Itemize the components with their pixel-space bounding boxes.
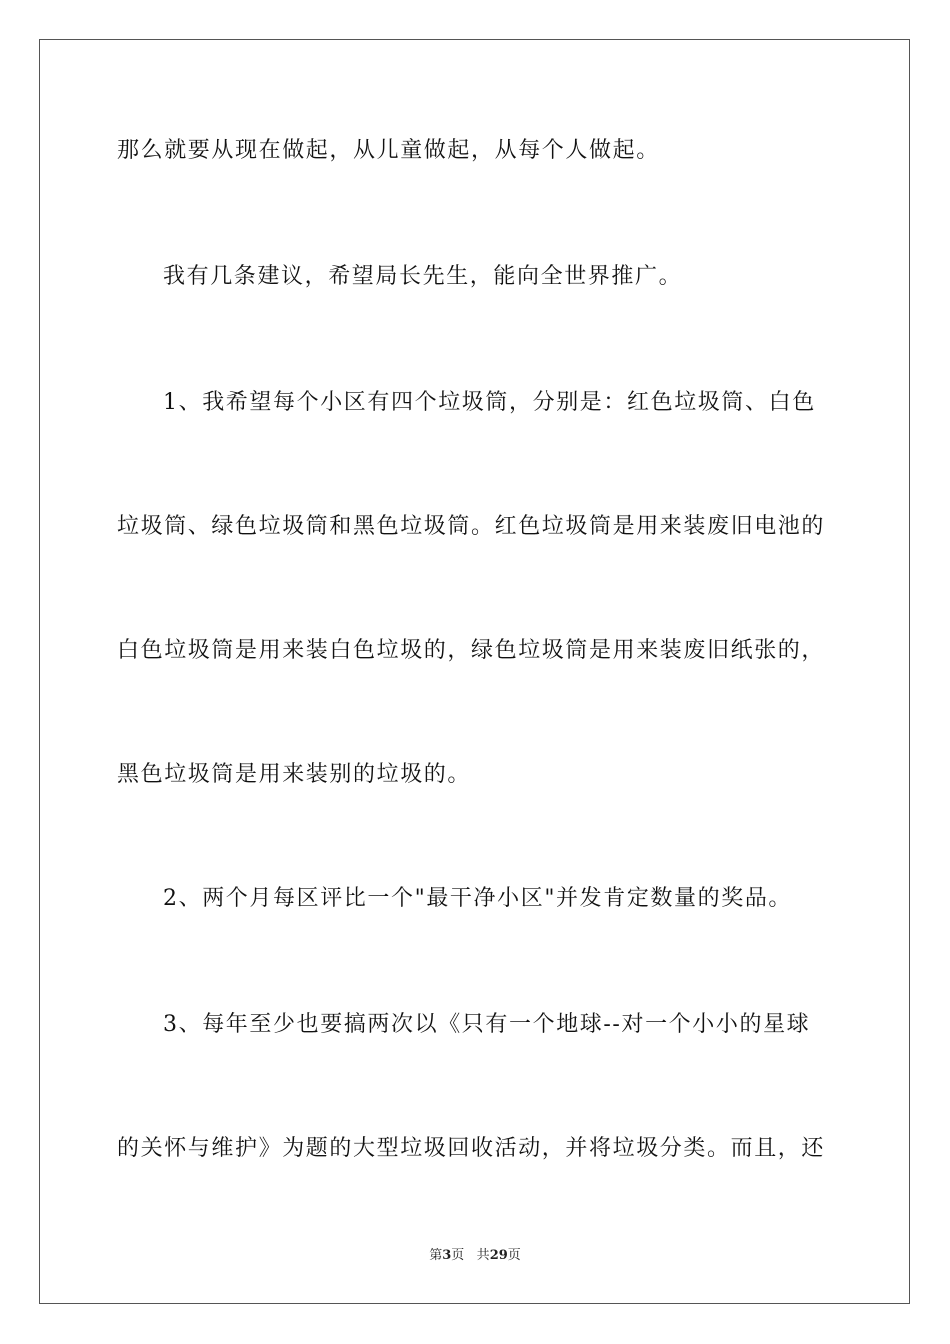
- footer-total-prefix: 共: [476, 1248, 490, 1263]
- footer-page-suffix: 页: [451, 1248, 465, 1263]
- text-line-9: 的关怀与维护》为题的大型垃圾回收活动，并将垃圾分类。而且，还: [117, 1136, 826, 1161]
- footer-page-number: 3: [442, 1248, 452, 1263]
- footer-total-suffix: 页: [507, 1248, 521, 1263]
- footer-total-pages: 29: [489, 1248, 508, 1263]
- text-line-1: 那么就要从现在做起，从儿童做起，从每个人做起。: [117, 138, 660, 163]
- text-line-3: 1、我希望每个小区有四个垃圾筒，分别是：红色垃圾筒、白色: [163, 390, 816, 415]
- text-line-6: 黑色垃圾筒是用来装别的垃圾的。: [117, 762, 472, 787]
- page-footer: [0, 1247, 950, 1265]
- page-border: [39, 39, 910, 1304]
- text-line-7: 2、两个月每区评比一个"最干净小区"并发肯定数量的奖品。: [163, 886, 793, 911]
- text-line-8: 3、每年至少也要搞两次以《只有一个地球--对一个小小的星球: [163, 1012, 811, 1037]
- text-line-5: 白色垃圾筒是用来装白色垃圾的，绿色垃圾筒是用来装废旧纸张的，: [117, 638, 826, 663]
- text-line-2: 我有几条建议，希望局长先生，能向全世界推广。: [163, 264, 683, 289]
- footer-page-prefix: 第: [429, 1248, 443, 1263]
- text-line-4: 垃圾筒、绿色垃圾筒和黑色垃圾筒。红色垃圾筒是用来装废旧电池的: [117, 514, 826, 539]
